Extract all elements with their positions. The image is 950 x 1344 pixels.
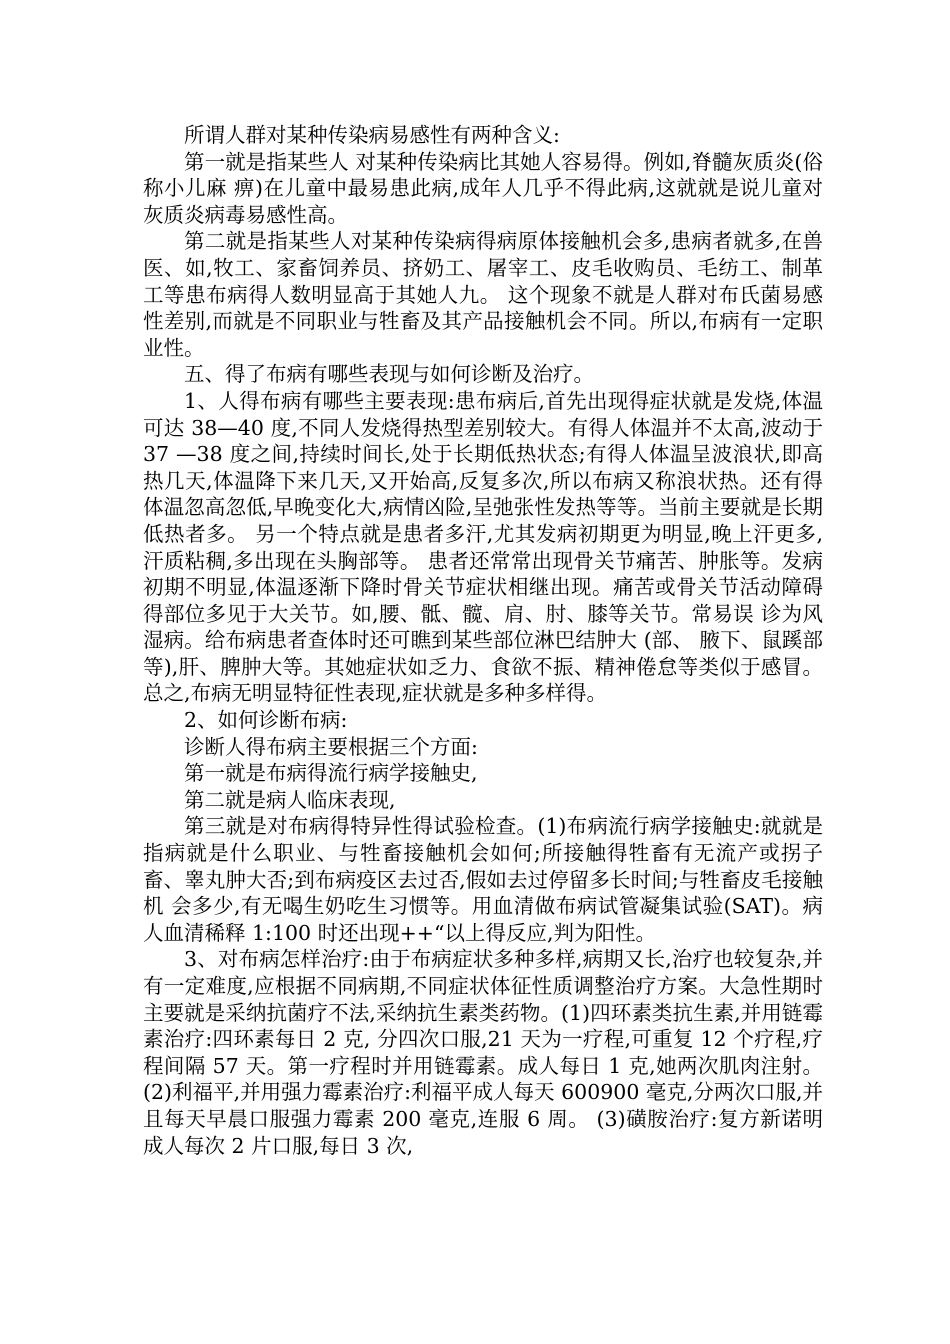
paragraph-treatment: 3、对布病怎样治疗:由于布病症状多种多样,病期又长,治疗也较复杂,并有一定难度,应根据不同病期,不同症状体征性质调整治疗方案。大急性期时主要就是采纳抗菌疗不法,采纳抗生素类药物。(1)四环素类抗生素,并用链霉素治疗:四环素每日 2 克, 分四次口服,21 天为一疗程,可重复 12 个疗程,疗程间隔 57 天。第一疗程时并用链霉素。成人每日 1 克,她两次肌肉注射。(2)利福平,并用强力霉素治疗:利福平成人每天 600900 毫克,分两次口服,并且每天早晨口服强力霉素 200 毫克,连服 6 周。 (3)磺胺治疗:复方新诺明成人每次 2 片口服,每日 3 次, [143, 947, 823, 1158]
paragraph-susceptibility-second: 第二就是指某些人对某种传染病得病原体接触机会多,患病者就多,在兽医、如,牧工、家畜饲养员、挤奶工、屠宰工、皮毛收购员、毛纺工、制革工等患布病得人数明显高于其她人九。 这个现象不就是人群对布氏菌易感性差别,而就是不同职业与牲畜及其产品接触机会不同。所以,布病有一定职业性。 [143, 229, 823, 360]
paragraph-diagnosis-third: 第三就是对布病得特异性得试验检查。(1)布病流行病学接触史:就就是指病就是什么职业、与牲畜接触机会如何;所接触得牲畜有无流产或拐子畜、睾丸肿大否;到布病疫区去过否,假如去过停留多长时间;与牲畜皮毛接触机 会多少,有无喝生奶吃生习惯等。用血清做布病试管凝集试验(SAT)。病人血清稀释 1:100 时还出现++“以上得反应,判为阳性。 [143, 814, 823, 945]
paragraph-symptoms: 1、人得布病有哪些主要表现:患布病后,首先出现得症状就是发烧,体温可达 38—40 度,不同人发烧得热型差别较大。有得人体温并不太高,波动于 37 —38 度之间,持续时间长,处于长期低热状态;有得人体温呈波浪状,即高热几天,体温降下来几天,又开始高,反复多次,所以布病又称浪状热。还有得体温忽高忽低,早晚变化大,病情凶险,呈弛张性发热等等。当前主要就是长期低热者多。 另一个特点就是患者多汗,尤其发病初期更为明显,晚上汗更多,汗质粘稠,多出现在头胸部等。 患者还常常出现骨关节痛苦、肿胀等。发病初期不明显,体温逐渐下降时骨关节症状相继出现。痛苦或骨关节活动障碍得部位多见于大关节。如,腰、骶、髋、肩、肘、膝等关节。常易误 诊为风湿病。给布病患者查体时还可瞧到某些部位淋巴结肿大 (部、 腋下、鼠蹊部等),肝、脾肿大等。其她症状如乏力、食欲不振、精神倦怠等类似于感冒。总之,布病无明显特征性表现,症状就是多种多样得。 [143, 388, 823, 706]
section-heading-five: 五、得了布病有哪些表现与如何诊断及治疗。 [184, 362, 594, 387]
paragraph-diagnosis-second: 第二就是病人临床表现, [184, 787, 396, 812]
paragraph-diagnosis-first: 第一就是布病得流行病学接触史, [184, 761, 478, 786]
paragraph-susceptibility-first: 第一就是指某些人 对某种传染病比其她人容易得。例如,脊髓灰质炎(俗称小儿麻 痹)在儿童中最易患此病,成年人几乎不得此病,这就就是说儿童对灰质炎病毒易感性高。 [143, 149, 823, 227]
paragraph-susceptibility-intro: 所谓人群对某种传染病易感性有两种含义: [184, 123, 560, 147]
paragraph-diagnosis-basis: 诊断人得布病主要根据三个方面: [184, 734, 478, 759]
subheading-diagnosis: 2、如何诊断布病: [184, 708, 348, 733]
document-page [143, 122, 823, 1159]
